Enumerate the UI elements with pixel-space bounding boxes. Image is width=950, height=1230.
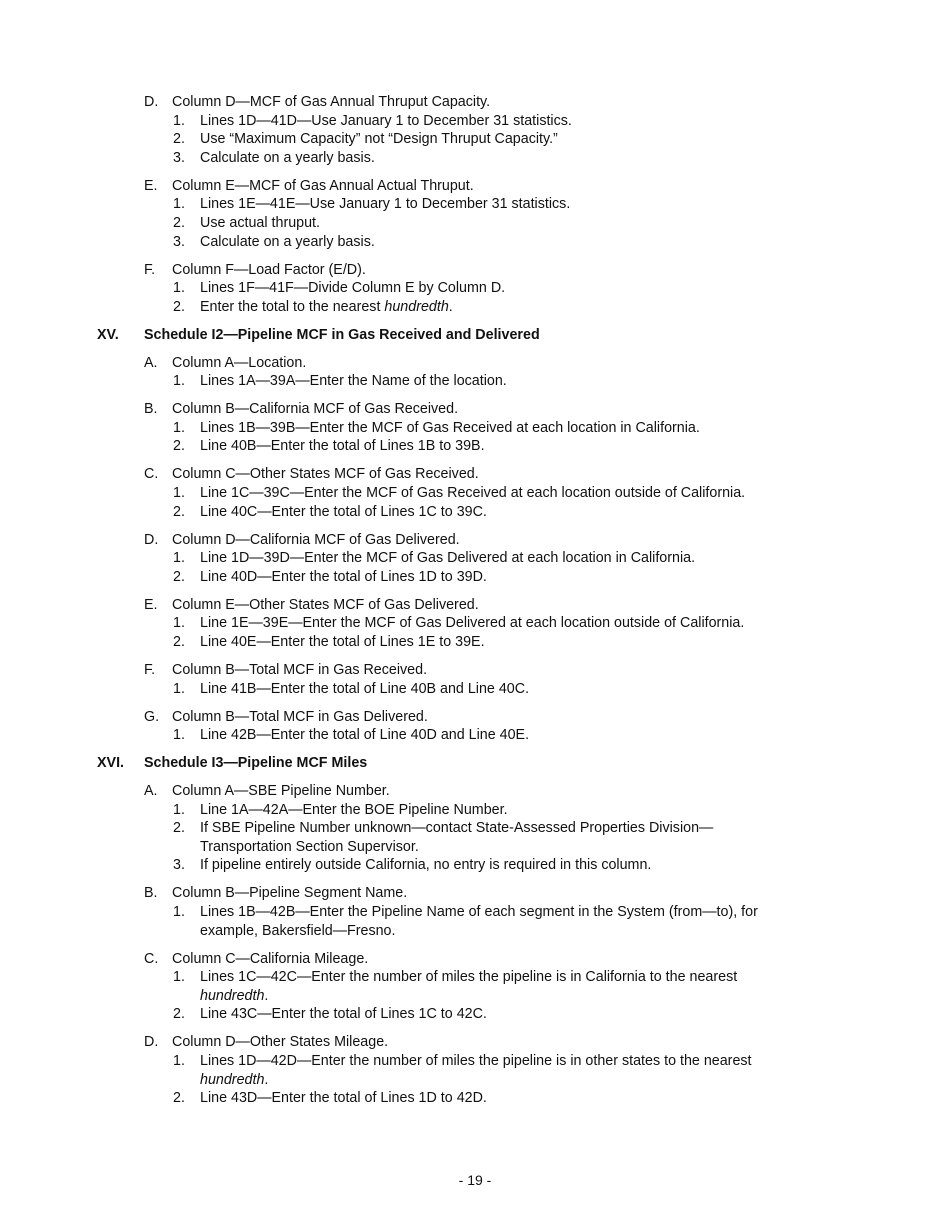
list-item: 1. Lines 1A—39A—Enter the Name of the location. — [173, 373, 507, 390]
list-item: 1. Lines 1D—41D—Use January 1 to December 31 statistics. — [173, 112, 572, 129]
list-item: 3. If pipeline entirely outside California, no entry is required in this column. — [173, 857, 652, 874]
subsection-a: A. Column A—SBE Pipeline Number. — [144, 783, 390, 800]
page-number: - 19 - — [458, 1172, 492, 1188]
subsection-g: G. Column B—Total MCF in Gas Delivered. — [144, 708, 428, 725]
subsection-e: E. Column E—Other States MCF of Gas Delivered. — [144, 596, 479, 613]
list-item: 1. Line 1D—39D—Enter the MCF of Gas Delivered at each location in California. — [173, 550, 696, 567]
list-item: 2. Use actual thruput. — [173, 214, 321, 231]
list-item-continuation: example, Bakersfield—Fresno. — [200, 922, 396, 939]
section-heading-xvi: XVI. Schedule I3—Pipeline MCF Miles — [97, 755, 368, 772]
list-item: 2. Line 43C—Enter the total of Lines 1C to 42C. — [173, 1006, 487, 1023]
list-item: 2. Line 43D—Enter the total of Lines 1D to 42D. — [173, 1090, 487, 1107]
list-item: 1. Lines 1C—42C—Enter the number of miles the pipeline is in California to the nearest — [173, 969, 738, 986]
subsection-f: F. Column F—Load Factor (E/D). — [144, 261, 366, 278]
subsection-c: C. Column C—Other States MCF of Gas Received. — [144, 466, 479, 483]
subsection-d: D. Column D—California MCF of Gas Delivered. — [144, 531, 460, 548]
subsection-b: B. Column B—California MCF of Gas Received. — [144, 401, 459, 418]
list-item: 1. Line 1E—39E—Enter the MCF of Gas Delivered at each location outside of California. — [173, 615, 745, 632]
list-item: 1. Lines 1E—41E—Use January 1 to December 31 statistics. — [173, 196, 571, 213]
subsection-b: B. Column B—Pipeline Segment Name. — [144, 885, 408, 902]
list-item: 2. Use “Maximum Capacity” not “Design Thruput Capacity.” — [173, 131, 558, 148]
list-item: 2. If SBE Pipeline Number unknown—contact State-Assessed Properties Division— — [173, 820, 714, 837]
subsection-d: D. Column D—Other States Mileage. — [144, 1034, 389, 1051]
list-item: 2. Line 40E—Enter the total of Lines 1E to 39E. — [173, 633, 485, 650]
list-item-continuation: Transportation Section Supervisor. — [200, 838, 419, 855]
subsection-a: A. Column A—Location. — [144, 354, 307, 371]
instructions-body — [0, 93, 950, 1108]
list-item: 3. Calculate on a yearly basis. — [173, 233, 375, 250]
subsection-c: C. Column C—California Mileage. — [144, 950, 369, 967]
list-item: 1. Lines 1F—41F—Divide Column E by Column D. — [173, 280, 506, 297]
list-item: 1. Line 1A—42A—Enter the BOE Pipeline Number. — [173, 801, 508, 818]
list-item: 2. Enter the total to the nearest hundredth. — [173, 298, 453, 315]
subsection-d: D. Column D—MCF of Gas Annual Thruput Capacity. — [144, 94, 491, 110]
list-item: 2. Line 40D—Enter the total of Lines 1D to 39D. — [173, 568, 487, 585]
list-item: 1. Line 41B—Enter the total of Line 40B and Line 40C. — [173, 680, 530, 697]
list-item-continuation: hundredth. — [200, 987, 269, 1004]
list-item: 1. Line 1C—39C—Enter the MCF of Gas Received at each location outside of California. — [173, 485, 746, 502]
list-item: 2. Line 40B—Enter the total of Lines 1B to 39B. — [173, 438, 485, 455]
list-item-continuation: hundredth. — [200, 1071, 269, 1088]
list-item: 1. Line 42B—Enter the total of Line 40D and Line 40E. — [173, 727, 530, 744]
list-item: 3. Calculate on a yearly basis. — [173, 149, 375, 166]
list-item: 1. Lines 1B—42B—Enter the Pipeline Name of each segment in the System (from—to), for — [173, 904, 758, 921]
subsection-e: E. Column E—MCF of Gas Annual Actual Thruput. — [144, 177, 474, 194]
subsection-f: F. Column B—Total MCF in Gas Received. — [144, 661, 428, 678]
section-heading-xv: XV. Schedule I2—Pipeline MCF in Gas Received and Delivered — [97, 326, 540, 343]
list-item: 1. Lines 1D—42D—Enter the number of miles the pipeline is in other states to the nearest — [173, 1052, 752, 1069]
list-item: 1. Lines 1B—39B—Enter the MCF of Gas Received at each location in California. — [173, 419, 700, 436]
list-item: 2. Line 40C—Enter the total of Lines 1C to 39C. — [173, 503, 487, 520]
